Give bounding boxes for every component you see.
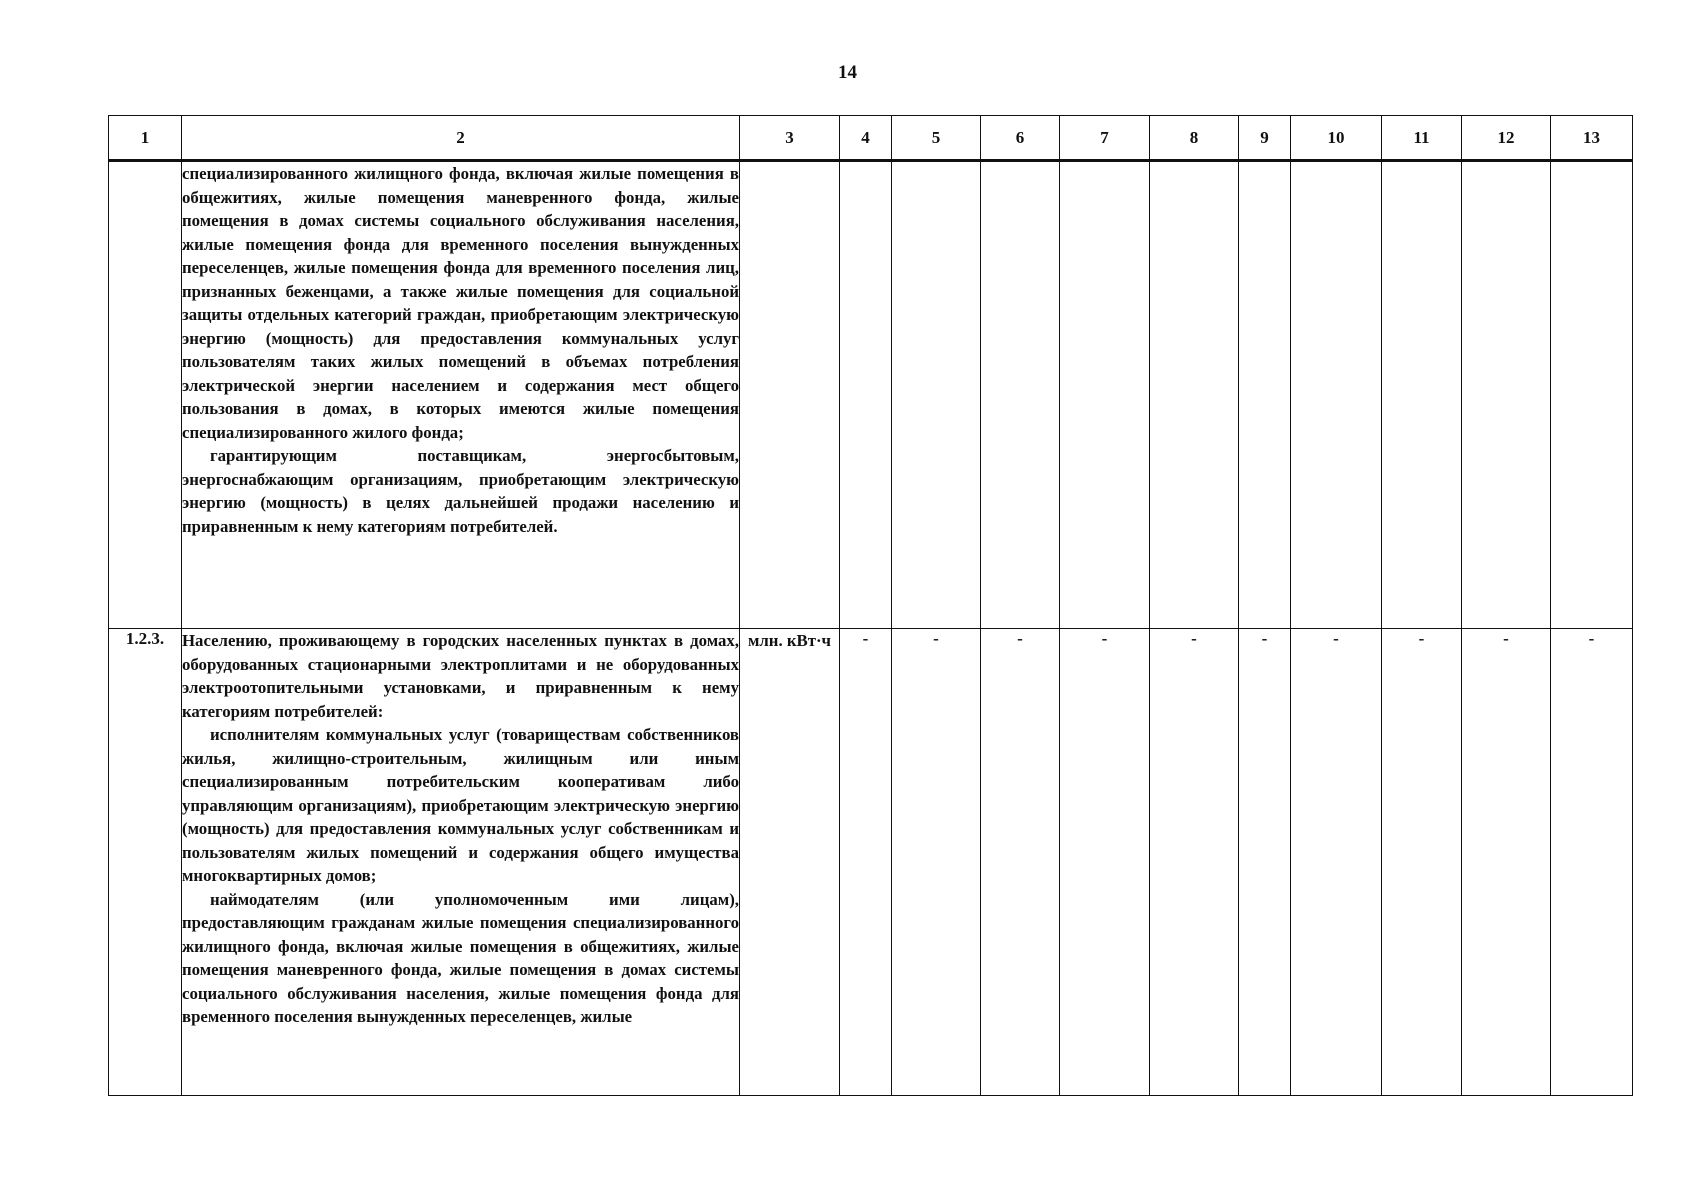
header-cell: 7 — [1060, 116, 1150, 161]
header-cell: 6 — [981, 116, 1060, 161]
description-paragraph: исполнителям коммунальных услуг (товариществам собственников жилья, жилищно-строительным, жилищным или иным специализированным потребительским кооперативам либо управляющим организациям), приобретающим электрическую энергию (мощность) для предоставления коммунальных услуг собственникам и пользователям жилых помещений и содержания общего имущества многоквартирных домов; — [182, 725, 739, 885]
description-paragraph: специализированного жилищного фонда, включая жилые помещения в общежитиях, жилые помещения маневренного фонда, жилые помещения в домах системы социального обслуживания населения, жилые помещения фонда для временного поселения вынужденных переселенцев, жилые помещения фонда для временного поселения лиц, признанных беженцами, а также жилые помещения для социальной защиты отдельных категорий граждан, приобретающим электрическую энергию (мощность) для предоставления коммунальных услуг пользователям таких жилых помещений в объемах потребления электрической энергии населением и содержания мест общего пользования в домах, в которых имеются жилые помещения специализированного жилого фонда; — [182, 164, 739, 442]
header-cell: 10 — [1291, 116, 1382, 161]
value-cell: - — [981, 629, 1060, 1096]
row-unit — [740, 161, 840, 629]
row-number: 1.2.3. — [109, 629, 182, 1096]
header-cell: 11 — [1382, 116, 1462, 161]
row-number — [109, 161, 182, 629]
row-description — [182, 161, 740, 629]
description-paragraph: гарантирующим поставщикам, энергосбытовым, энергоснабжающим организациям, приобретающим электрическую энергию (мощность) в целях дальнейшей продажи населению и приравненным к нему категориям потребителей. — [182, 446, 739, 536]
header-cell: 13 — [1551, 116, 1633, 161]
value-cell — [1239, 161, 1291, 629]
header-cell: 1 — [109, 116, 182, 161]
value-cell: - — [840, 629, 892, 1096]
value-cell: - — [1551, 629, 1633, 1096]
header-cell: 4 — [840, 116, 892, 161]
description-paragraph: наймодателям (или уполномоченным ими лицам), предоставляющим гражданам жилые помещения специализированного жилищного фонда, включая жилые помещения в общежитиях, жилые помещения маневренного фонда, жилые помещения в домах системы социального обслуживания населения, жилые помещения фонда для временного поселения вынужденных переселенцев, жилые — [182, 889, 739, 1026]
table-row — [109, 629, 1633, 1096]
value-cell — [1150, 161, 1239, 629]
value-cell — [1462, 161, 1551, 629]
data-table — [108, 115, 1633, 1096]
value-cell — [981, 161, 1060, 629]
description-paragraph: Населению, проживающему в городских населенных пунктах в домах, оборудованных стационарными электроплитами и не оборудованных электроотопительными установками, и приравненным к нему категориям потребителей: — [182, 631, 739, 721]
header-cell: 5 — [892, 116, 981, 161]
value-cell: - — [1150, 629, 1239, 1096]
value-cell — [892, 161, 981, 629]
row-unit: млн. кВт·ч — [740, 629, 840, 1096]
header-cell: 8 — [1150, 116, 1239, 161]
value-cell — [1382, 161, 1462, 629]
value-cell: - — [1239, 629, 1291, 1096]
value-cell: - — [1382, 629, 1462, 1096]
value-cell: - — [1462, 629, 1551, 1096]
value-cell — [840, 161, 892, 629]
header-cell: 9 — [1239, 116, 1291, 161]
row-description — [182, 629, 740, 1096]
value-cell — [1551, 161, 1633, 629]
value-cell: - — [1291, 629, 1382, 1096]
header-cell: 3 — [740, 116, 840, 161]
value-cell — [1291, 161, 1382, 629]
table-row — [109, 161, 1633, 629]
header-row — [109, 116, 1633, 161]
header-cell: 2 — [182, 116, 740, 161]
value-cell — [1060, 161, 1150, 629]
page-number: 14 — [838, 62, 857, 83]
header-cell: 12 — [1462, 116, 1551, 161]
value-cell: - — [1060, 629, 1150, 1096]
value-cell: - — [892, 629, 981, 1096]
